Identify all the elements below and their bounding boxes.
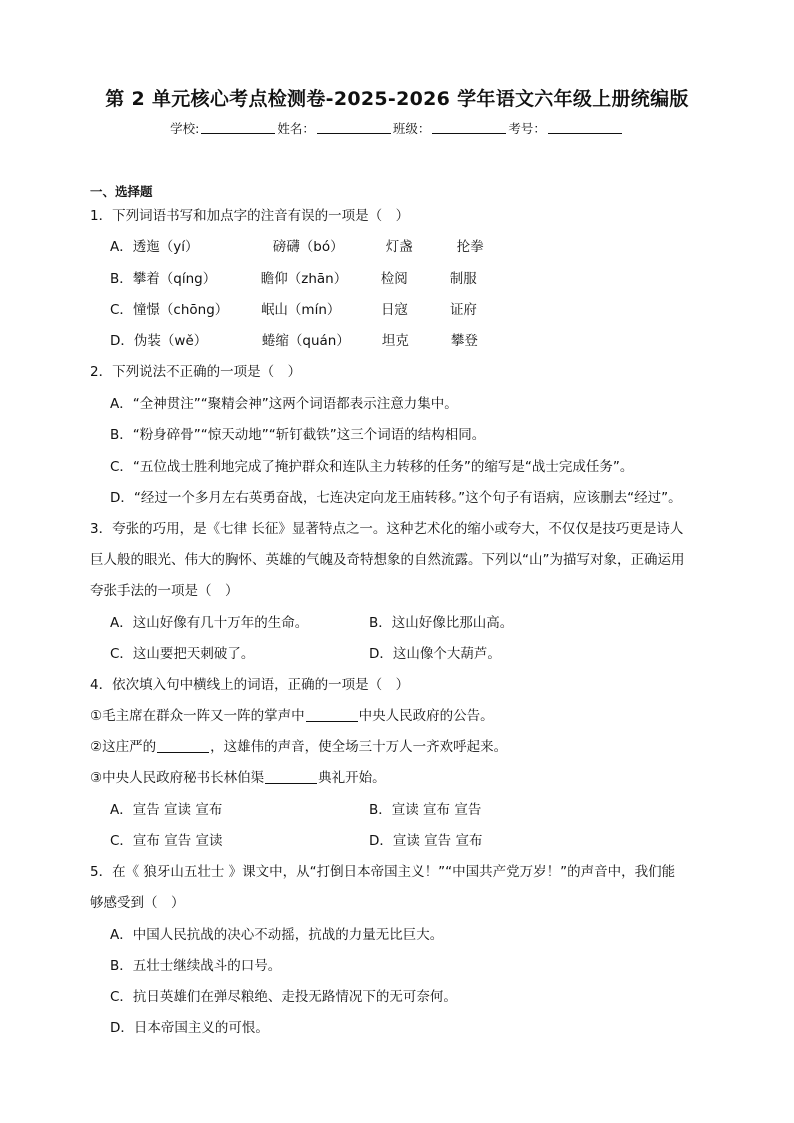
question-4-option-d[interactable]: D．宣读 宣告 宣布 — [369, 833, 483, 849]
question-5-option-d[interactable]: D．日本帝国主义的可恨。 — [110, 1020, 269, 1036]
question-5-stem-line: 够感受到（ ） — [90, 895, 185, 911]
question-3-option-c[interactable]: C．这山要把天刺破了。 — [110, 646, 255, 662]
school-label: 学校: — [170, 121, 200, 136]
page-title: 第 2 单元核心考点检测卷-2025-2026 学年语文六年级上册统编版 — [105, 88, 689, 110]
exam-no-blank[interactable] — [548, 121, 622, 134]
question-3-option-d[interactable]: D．这山像个大葫芦。 — [369, 646, 501, 662]
question-1-stem: 1．下列词语书写和加点字的注音有误的一项是（ ） — [90, 208, 410, 224]
name-label: 姓名： — [277, 121, 315, 136]
question-4-sentence-3: ③中央人民政府秘书长林伯渠 典礼开始。 — [90, 770, 386, 786]
question-3-stem-line: 巨人般的眼光、伟大的胸怀、英雄的气魄及奇特想象的自然流露。下列以“山”为描写对象，正确运用 — [90, 552, 685, 568]
class-blank[interactable] — [432, 121, 506, 134]
question-5-stem-line: 5．在《 狼牙山五壮士 》课文中，从“打倒日本帝国主义！”“中国共产党万岁！”的声音中，我们能 — [90, 864, 676, 880]
question-3-option-b[interactable]: B．这山好像比那山高。 — [369, 615, 514, 631]
question-2-option-a[interactable]: A．“全神贯注”“聚精会神”这两个词语都表示注意力集中。 — [110, 396, 458, 412]
question-3-option-a[interactable]: A．这山好像有几十万年的生命。 — [110, 615, 309, 631]
question-3-stem-line: 夸张手法的一项是（ ） — [90, 583, 239, 599]
question-5-option-b[interactable]: B．五壮士继续战斗的口号。 — [110, 958, 282, 974]
question-2-option-b[interactable]: B．“粉身碎骨”“惊天动地”“斩钉截铁”这三个词语的结构相同。 — [110, 427, 486, 443]
question-2-option-c[interactable]: C．“五位战士胜利地完成了掩护群众和连队主力转移的任务”的缩写是“战士完成任务”。 — [110, 459, 634, 475]
question-1-option-c[interactable]: C．憧憬（chōng） 岷山（mín） 日寇 证府 — [110, 302, 477, 318]
question-2-option-d[interactable]: D．“经过一个多月左右英勇奋战，七连决定向龙王庙转移。”这个句子有语病，应该删去“经过”。 — [110, 490, 682, 506]
exam-no-label: 考号： — [508, 121, 546, 136]
student-info-row — [0, 119, 794, 137]
question-4-sentence-1: ①毛主席在群众一阵又一阵的掌声中 中央人民政府的公告。 — [90, 708, 494, 724]
question-3-stem-line: 3．夸张的巧用，是《七律 长征》显著特点之一。这种艺术化的缩小或夸大，不仅仅是技巧更是诗人 — [90, 521, 684, 537]
question-4-option-b[interactable]: B．宣读 宣布 宣告 — [369, 802, 482, 818]
class-label: 班级： — [392, 121, 431, 136]
question-4-option-c[interactable]: C．宣布 宣告 宣读 — [110, 833, 223, 849]
question-4-sentence-2: ②这庄严的 ，这雄伟的声音，使全场三十万人一齐欢呼起来。 — [90, 739, 508, 755]
school-blank[interactable] — [201, 121, 275, 134]
question-5-option-c[interactable]: C．抗日英雄们在弹尽粮绝、走投无路情况下的无可奈何。 — [110, 989, 457, 1005]
question-2-stem: 2．下列说法不正确的一项是（ ） — [90, 364, 302, 380]
section-title: 一、选择题 — [90, 184, 153, 199]
name-blank[interactable] — [317, 121, 391, 134]
fill-blank[interactable] — [157, 738, 209, 753]
question-1-option-a[interactable]: A．透迤（yí） 磅礴（bó） 灯盏 抡拳 — [110, 239, 484, 255]
fill-blank[interactable] — [265, 769, 317, 784]
question-5-option-a[interactable]: A．中国人民抗战的决心不动摇，抗战的力量无比巨大。 — [110, 927, 444, 943]
question-4-option-a[interactable]: A．宣告 宣读 宣布 — [110, 802, 223, 818]
question-1-option-b[interactable]: B．攀着（qíng） 瞻仰（zhān） 检阅 制服 — [110, 271, 477, 287]
question-4-stem: 4．依次填入句中横线上的词语，正确的一项是（ ） — [90, 677, 410, 693]
fill-blank[interactable] — [306, 707, 358, 722]
question-1-option-d[interactable]: D．伪装（wě） 蜷缩（quán） 坦克 攀登 — [110, 333, 478, 349]
